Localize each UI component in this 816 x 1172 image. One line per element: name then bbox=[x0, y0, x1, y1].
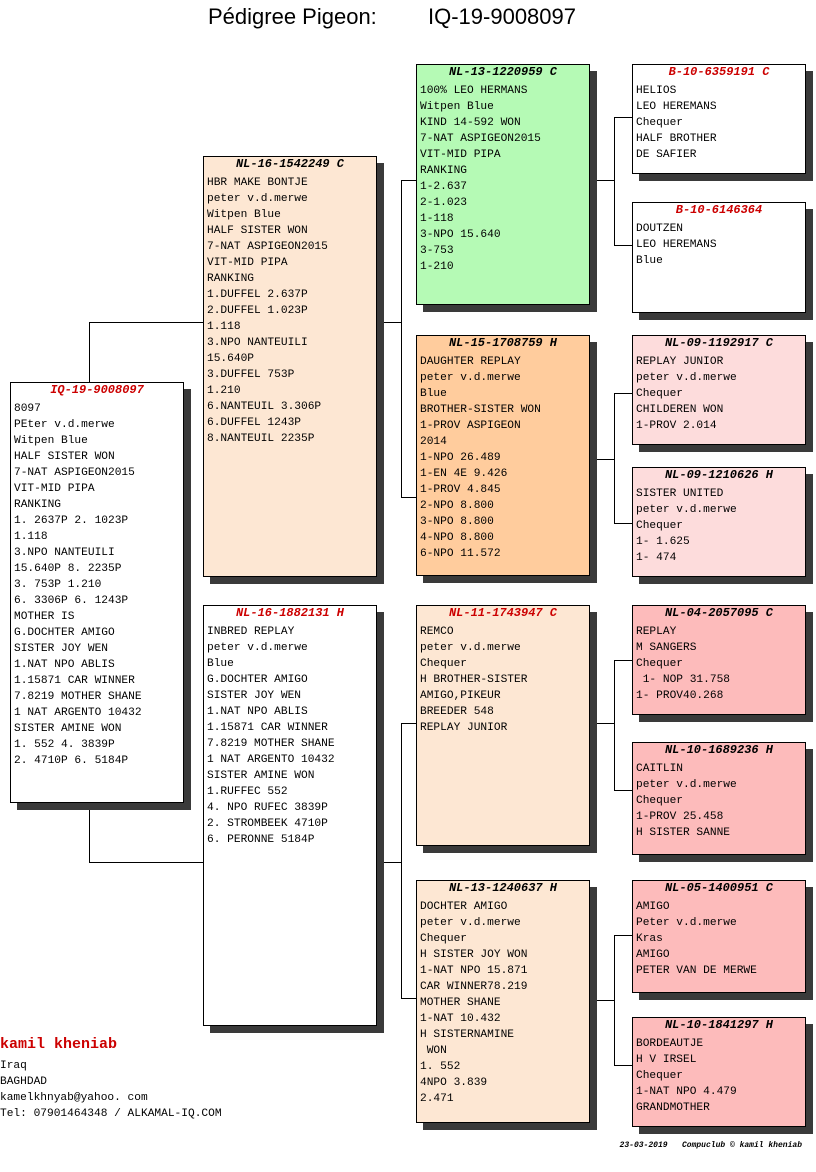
info-line: H SISTERNAMINE bbox=[420, 1029, 514, 1041]
ring-number: B-10-6146364 bbox=[675, 203, 763, 217]
pigeon-info bbox=[417, 351, 589, 562]
info-line: 1.DUFFEL 2.637P bbox=[207, 289, 308, 301]
info-line: Witpen Blue bbox=[207, 209, 281, 221]
info-line: 15.640P 8. 2235P bbox=[14, 563, 122, 575]
info-line: AMIGO,PIKEUR bbox=[420, 690, 501, 702]
info-line: REPLAY JUNIOR bbox=[636, 356, 724, 368]
info-line: 2. STROMBEEK 4710P bbox=[207, 818, 328, 830]
info-line: VIT-MID PIPA bbox=[420, 149, 501, 161]
info-line: peter v.d.merwe bbox=[420, 642, 521, 654]
connector bbox=[614, 790, 632, 791]
info-line: 1- 474 bbox=[636, 552, 677, 564]
pigeon-card-dss bbox=[632, 605, 806, 715]
info-line: 4. NPO RUFEC 3839P bbox=[207, 802, 328, 814]
pigeon-info bbox=[417, 621, 589, 736]
info-line: Witpen Blue bbox=[14, 435, 88, 447]
info-line: RANKING bbox=[14, 499, 61, 511]
info-line: M SANGERS bbox=[636, 642, 697, 654]
info-line: DAUGHTER REPLAY bbox=[420, 356, 521, 368]
info-line: DE SAFIER bbox=[636, 149, 697, 161]
connector bbox=[401, 723, 416, 724]
connector bbox=[401, 998, 416, 999]
info-line: 4NPO 3.839 bbox=[420, 1077, 488, 1089]
info-line: 1.NAT NPO ABLIS bbox=[14, 659, 115, 671]
info-line: VIT-MID PIPA bbox=[14, 483, 95, 495]
info-line: VIT-MID PIPA bbox=[207, 257, 288, 269]
info-line: 2-1.023 bbox=[420, 197, 467, 209]
info-line: 3.DUFFEL 753P bbox=[207, 369, 295, 381]
connector bbox=[614, 393, 632, 394]
pigeon-info bbox=[204, 172, 376, 447]
pigeon-card-sire bbox=[203, 156, 377, 577]
info-line: 2014 bbox=[420, 436, 447, 448]
info-line: 1-PROV 4.845 bbox=[420, 484, 501, 496]
info-line: 1-EN 4E 9.426 bbox=[420, 468, 508, 480]
connector bbox=[614, 1065, 632, 1066]
connector bbox=[590, 459, 615, 460]
info-line: 1-PROV ASPIGEON bbox=[420, 420, 521, 432]
info-line: MOTHER SHANE bbox=[420, 997, 501, 1009]
pigeon-card-dsd bbox=[632, 742, 806, 855]
info-line: SISTER AMINE WON bbox=[207, 770, 315, 782]
info-line: 3.NPO NANTEUILI bbox=[207, 337, 308, 349]
ring-number: IQ-19-9008097 bbox=[50, 383, 144, 397]
owner-line: kamelkhnyab@yahoo. com bbox=[0, 1092, 148, 1104]
info-line: SISTER JOY WEN bbox=[14, 643, 108, 655]
connector bbox=[89, 322, 90, 384]
pigeon-card-ddd bbox=[632, 1017, 806, 1127]
info-line: 3-NPO 15.640 bbox=[420, 229, 501, 241]
ring-number: NL-13-1220959 C bbox=[448, 65, 558, 79]
info-line: AMIGO bbox=[636, 949, 670, 961]
info-line: Chequer bbox=[636, 1070, 683, 1082]
pigeon-info bbox=[633, 80, 805, 163]
info-line: 1.RUFFEC 552 bbox=[207, 786, 288, 798]
info-line: PEter v.d.merwe bbox=[14, 419, 115, 431]
connector bbox=[590, 180, 615, 181]
ring-number: NL-15-1708759 H bbox=[448, 336, 558, 350]
connector bbox=[89, 803, 90, 862]
info-line: peter v.d.merwe bbox=[420, 917, 521, 929]
connector bbox=[590, 723, 615, 724]
info-line: 2.471 bbox=[420, 1093, 454, 1105]
info-line: HBR MAKE BONTJE bbox=[207, 177, 308, 189]
connector bbox=[89, 322, 204, 323]
info-line: Chequer bbox=[636, 658, 683, 670]
info-line: peter v.d.merwe bbox=[207, 193, 308, 205]
pigeon-info bbox=[204, 621, 376, 848]
info-line: H V IRSEL bbox=[636, 1054, 697, 1066]
title-ring: IQ-19-9008097 bbox=[428, 4, 576, 29]
pigeon-info bbox=[633, 621, 805, 704]
info-line: 2.DUFFEL 1.023P bbox=[207, 305, 308, 317]
ring-number: NL-09-1192917 C bbox=[664, 336, 774, 350]
ring-number: B-10-6359191 C bbox=[668, 65, 770, 79]
info-line: HALF SISTER WON bbox=[207, 225, 308, 237]
ring-number: NL-11-1743947 C bbox=[448, 606, 558, 620]
pigeon-card-dam bbox=[203, 605, 377, 1026]
info-line: BORDEAUTJE bbox=[636, 1038, 704, 1050]
pigeon-info bbox=[633, 758, 805, 841]
info-line: BREEDER 548 bbox=[420, 706, 494, 718]
pigeon-card-sdd bbox=[632, 467, 806, 577]
pigeon-info bbox=[633, 896, 805, 979]
pigeon-card-sds bbox=[632, 335, 806, 445]
info-line: SISTER AMINE WON bbox=[14, 723, 122, 735]
info-line: CAITLIN bbox=[636, 763, 683, 775]
pigeon-info bbox=[11, 398, 183, 769]
ring-number: NL-13-1240637 H bbox=[448, 881, 558, 895]
info-line: Blue bbox=[636, 255, 663, 267]
info-line: peter v.d.merwe bbox=[636, 372, 737, 384]
info-line: 1- 1.625 bbox=[636, 536, 690, 548]
info-line: 3. 753P 1.210 bbox=[14, 579, 102, 591]
info-line: MOTHER IS bbox=[14, 611, 75, 623]
info-line: 1 NAT ARGENTO 10432 bbox=[207, 754, 335, 766]
info-line: 1 NAT ARGENTO 10432 bbox=[14, 707, 142, 719]
info-line: peter v.d.merwe bbox=[420, 372, 521, 384]
info-line: BROTHER-SISTER WON bbox=[420, 404, 541, 416]
pigeon-info bbox=[633, 351, 805, 434]
info-line: 8.NANTEUIL 2235P bbox=[207, 433, 315, 445]
info-line: 1-NAT NPO 4.479 bbox=[636, 1086, 737, 1098]
owner-line: BAGHDAD bbox=[0, 1076, 47, 1088]
pigeon-card-sd bbox=[416, 335, 590, 576]
info-line: 1-PROV 2.014 bbox=[636, 420, 717, 432]
info-line: 1-PROV 25.458 bbox=[636, 811, 724, 823]
info-line: Chequer bbox=[636, 117, 683, 129]
info-line: 2. 4710P 6. 5184P bbox=[14, 755, 129, 767]
footer bbox=[620, 1141, 802, 1150]
pigeon-card-ss bbox=[416, 64, 590, 305]
pigeon-card-ds bbox=[416, 605, 590, 846]
connector bbox=[401, 180, 416, 181]
info-line: CAR WINNER78.219 bbox=[420, 981, 528, 993]
info-line: Blue bbox=[207, 658, 234, 670]
info-line: Witpen Blue bbox=[420, 101, 494, 113]
connector bbox=[401, 723, 402, 999]
owner-line: Iraq bbox=[0, 1060, 27, 1072]
info-line: 8097 bbox=[14, 403, 41, 415]
info-line: Chequer bbox=[420, 658, 467, 670]
info-line: 3-NPO 8.800 bbox=[420, 516, 494, 528]
connector bbox=[614, 393, 615, 524]
info-line: DOCHTER AMIGO bbox=[420, 901, 508, 913]
info-line: 1. 2637P 2. 1023P bbox=[14, 515, 129, 527]
info-line: WON bbox=[420, 1045, 447, 1057]
info-line: 1-NAT NPO 15.871 bbox=[420, 965, 528, 977]
footer-date: 23-03-2019 bbox=[619, 1141, 668, 1150]
info-line: 1.NAT NPO ABLIS bbox=[207, 706, 308, 718]
pigeon-card-sss bbox=[632, 64, 806, 174]
info-line: Blue bbox=[420, 388, 447, 400]
info-line: 15.640P bbox=[207, 353, 254, 365]
info-line: REPLAY JUNIOR bbox=[420, 722, 508, 734]
pigeon-info bbox=[633, 218, 805, 269]
info-line: 7-NAT ASPIGEON2015 bbox=[420, 133, 541, 145]
info-line: HALF SISTER WON bbox=[14, 451, 115, 463]
connector bbox=[401, 497, 416, 498]
info-line: 7.8219 MOTHER SHANE bbox=[14, 691, 142, 703]
info-line: AMIGO bbox=[636, 901, 670, 913]
info-line: G.DOCHTER AMIGO bbox=[207, 674, 308, 686]
info-line: RANKING bbox=[207, 273, 254, 285]
connector bbox=[614, 660, 615, 791]
info-line: Chequer bbox=[420, 933, 467, 945]
connector bbox=[401, 180, 402, 498]
connector bbox=[590, 1000, 615, 1001]
ring-number: NL-16-1542249 C bbox=[235, 157, 345, 171]
info-line: DOUTZEN bbox=[636, 223, 683, 235]
connector bbox=[89, 862, 204, 863]
pigeon-card-dds bbox=[632, 880, 806, 993]
owner-block bbox=[0, 1036, 222, 1122]
pigeon-info bbox=[633, 1033, 805, 1116]
info-line: 1.118 bbox=[207, 321, 241, 333]
ring-number: NL-16-1882131 H bbox=[235, 606, 345, 620]
title-label: Pédigree Pigeon: bbox=[208, 4, 377, 29]
info-line: Chequer bbox=[636, 520, 683, 532]
info-line: H SISTER JOY WON bbox=[420, 949, 528, 961]
pigeon-card-root bbox=[10, 382, 184, 803]
info-line: 7-NAT ASPIGEON2015 bbox=[207, 241, 328, 253]
info-line: INBRED REPLAY bbox=[207, 626, 295, 638]
info-line: 1-2.637 bbox=[420, 181, 467, 193]
ring-number: NL-04-2057095 C bbox=[664, 606, 774, 620]
info-line: REPLAY bbox=[636, 626, 677, 638]
info-line: 1. 552 bbox=[420, 1061, 461, 1073]
info-line: Peter v.d.merwe bbox=[636, 917, 737, 929]
info-line: 4-NPO 8.800 bbox=[420, 532, 494, 544]
info-line: HALF BROTHER bbox=[636, 133, 717, 145]
info-line: SISTER UNITED bbox=[636, 488, 724, 500]
info-line: 1. 552 4. 3839P bbox=[14, 739, 115, 751]
pigeon-card-ssd bbox=[632, 202, 806, 313]
info-line: PETER VAN DE MERWE bbox=[636, 965, 757, 977]
ring-number: NL-10-1841297 H bbox=[664, 1018, 774, 1032]
info-line: 100% LEO HERMANS bbox=[420, 85, 528, 97]
pigeon-card-dd bbox=[416, 880, 590, 1123]
info-line: H SISTER SANNE bbox=[636, 827, 730, 839]
info-line: HELIOS bbox=[636, 85, 677, 97]
connector bbox=[614, 117, 615, 246]
info-line: peter v.d.merwe bbox=[636, 504, 737, 516]
info-line: peter v.d.merwe bbox=[636, 779, 737, 791]
info-line: 1-210 bbox=[420, 261, 454, 273]
info-line: SISTER JOY WEN bbox=[207, 690, 301, 702]
connector bbox=[614, 523, 632, 524]
info-line: 1-NPO 26.489 bbox=[420, 452, 501, 464]
info-line: 1- PROV40.268 bbox=[636, 690, 724, 702]
info-line: GRANDMOTHER bbox=[636, 1102, 710, 1114]
info-line: 6. PERONNE 5184P bbox=[207, 834, 315, 846]
info-line: 6.DUFFEL 1243P bbox=[207, 417, 301, 429]
ring-number: NL-05-1400951 C bbox=[664, 881, 774, 895]
connector bbox=[614, 935, 615, 1066]
info-line: 6.NANTEUIL 3.306P bbox=[207, 401, 322, 413]
info-line: LEO HEREMANS bbox=[636, 101, 717, 113]
footer-credit: Compuclub © kamil kheniab bbox=[681, 1141, 802, 1150]
info-line: Chequer bbox=[636, 795, 683, 807]
info-line: CHILDEREN WON bbox=[636, 404, 724, 416]
owner-name: kamil kheniab bbox=[0, 1036, 118, 1053]
info-line: Chequer bbox=[636, 388, 683, 400]
pigeon-info bbox=[633, 483, 805, 566]
connector bbox=[614, 117, 632, 118]
info-line: 1-118 bbox=[420, 213, 454, 225]
info-line: 1.118 bbox=[14, 531, 48, 543]
info-line: RANKING bbox=[420, 165, 467, 177]
connector bbox=[377, 862, 402, 863]
info-line: 6-NPO 11.572 bbox=[420, 548, 501, 560]
info-line: 3-753 bbox=[420, 245, 454, 257]
pigeon-info bbox=[417, 80, 589, 275]
info-line: 1.15871 CAR WINNER bbox=[14, 675, 135, 687]
info-line: KIND 14-592 WON bbox=[420, 117, 521, 129]
info-line: 3.NPO NANTEUILI bbox=[14, 547, 115, 559]
ring-number: NL-10-1689236 H bbox=[664, 743, 774, 757]
info-line: 1-NAT 10.432 bbox=[420, 1013, 501, 1025]
connector bbox=[614, 660, 632, 661]
info-line: REMCO bbox=[420, 626, 454, 638]
info-line: 6. 3306P 6. 1243P bbox=[14, 595, 129, 607]
info-line: 7-NAT ASPIGEON2015 bbox=[14, 467, 135, 479]
info-line: peter v.d.merwe bbox=[207, 642, 308, 654]
info-line: G.DOCHTER AMIGO bbox=[14, 627, 115, 639]
info-line: Kras bbox=[636, 933, 663, 945]
info-line: 1- NOP 31.758 bbox=[636, 674, 730, 686]
info-line: H BROTHER-SISTER bbox=[420, 674, 528, 686]
owner-line: Tel: 07901464348 / ALKAMAL-IQ.COM bbox=[0, 1108, 222, 1120]
connector bbox=[377, 322, 402, 323]
info-line: LEO HEREMANS bbox=[636, 239, 717, 251]
info-line: 1.210 bbox=[207, 385, 241, 397]
info-line: 7.8219 MOTHER SHANE bbox=[207, 738, 335, 750]
ring-number: NL-09-1210626 H bbox=[664, 468, 774, 482]
info-line: 1.15871 CAR WINNER bbox=[207, 722, 328, 734]
connector bbox=[614, 245, 632, 246]
info-line: 2-NPO 8.800 bbox=[420, 500, 494, 512]
connector bbox=[614, 935, 632, 936]
pigeon-info bbox=[417, 896, 589, 1107]
